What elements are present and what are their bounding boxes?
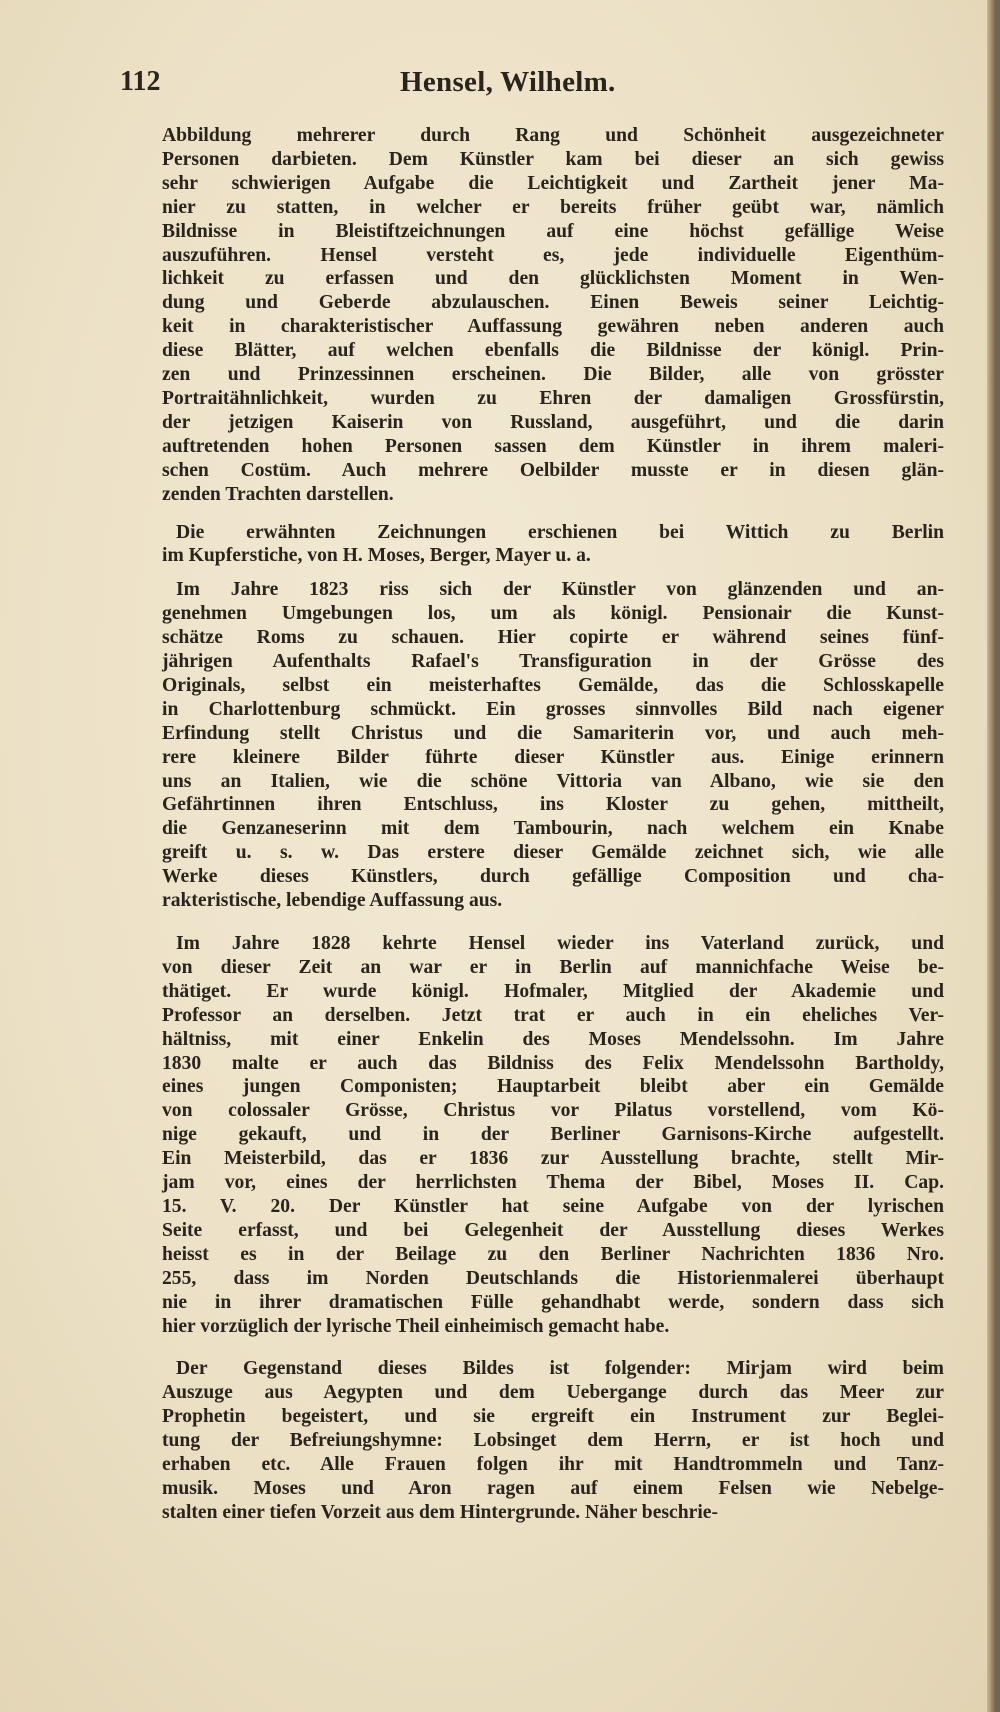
text-line: der jetzigen Kaiserin von Russland, ausgeführt, und die darin — [162, 411, 944, 433]
text-line: greift u. s. w. Das erstere dieser Gemälde zeichnet sich, wie alle — [162, 842, 944, 864]
body-text — [162, 124, 944, 1525]
text-line: 255, dass im Norden Deutschlands die Historienmalerei überhaupt — [162, 1267, 944, 1289]
text-line: jam vor, eines der herrlichsten Thema der Bibel, Moses II. Cap. — [162, 1172, 944, 1194]
text-line: erhaben etc. Alle Frauen folgen ihr mit Handtrommeln und Tanz- — [162, 1454, 944, 1476]
text-line: Abbildung mehrerer durch Rang und Schönheit ausgezeichneter — [162, 125, 944, 146]
paragraph — [162, 932, 944, 1338]
text-line: rakteristische, lebendige Auffassung aus. — [162, 890, 503, 912]
text-line: auszuführen. Hensel versteht es, jede individuelle Eigenthüm- — [162, 244, 944, 266]
text-line: Personen darbieten. Dem Künstler kam bei dieser an sich gewiss — [162, 148, 944, 170]
text-line: Originals, selbst ein meisterhaftes Gemälde, das die Schlosskapelle — [162, 674, 944, 696]
text-line: Die erwähnten Zeichnungen erschienen bei Wittich zu Berlin — [176, 521, 944, 543]
paragraph — [162, 1357, 944, 1524]
text-line: Im Jahre 1828 kehrte Hensel wieder ins Vaterland zurück, und — [176, 933, 944, 954]
text-line: Im Jahre 1823 riss sich der Künstler von glänzenden und an- — [176, 579, 944, 601]
text-line: lichkeit zu erfassen und den glücklichsten Moment in Wen- — [162, 268, 944, 290]
text-line: Portraitähnlichkeit, wurden zu Ehren der damaligen Grossfürstin, — [162, 387, 944, 409]
text-line: Professor an derselben. Jetzt trat er auch in ein eheliches Ver- — [162, 1004, 944, 1026]
text-line: hier vorzüglich der lyrische Theil einheimisch gemacht habe. — [162, 1315, 670, 1337]
text-line: diese Blätter, auf welchen ebenfalls die Bildnisse der königl. Prin- — [162, 340, 944, 362]
text-line: nie in ihrer dramatischen Fülle gehandhabt werde, sondern dass sich — [162, 1291, 944, 1313]
text-line: Werke dieses Künstlers, durch gefällige Composition und cha- — [162, 866, 944, 888]
text-line: 1830 malte er auch das Bildniss des Felix Mendelssohn Bartholdy, — [162, 1052, 944, 1074]
text-line: uns an Italien, wie die schöne Vittoria van Albano, wie sie den — [162, 770, 944, 792]
text-line: thätiget. Er wurde königl. Hofmaler, Mitglied der Akademie und — [162, 980, 944, 1002]
text-line: schätze Roms zu schauen. Hier copirte er während seines fünf- — [162, 627, 944, 649]
text-line: zenden Trachten darstellen. — [162, 483, 394, 505]
page-header — [120, 66, 950, 106]
text-line: stalten einer tiefen Vorzeit aus dem Hintergrunde. Näher beschrie- — [162, 1501, 718, 1523]
text-line: Erfindung stellt Christus und die Samariterin vor, und auch meh- — [162, 722, 944, 744]
text-line: nige gekauft, und in der Berliner Garnisons-Kirche aufgestellt. — [162, 1124, 944, 1146]
paragraph — [162, 124, 944, 507]
text-line: Gefährtinnen ihren Entschluss, ins Kloster zu gehen, mittheilt, — [162, 794, 944, 816]
text-line: jährigen Aufenthalts Rafael's Transfiguration in der Grösse des — [162, 651, 944, 673]
text-line: auftretenden hohen Personen sassen dem Künstler in ihrem maleri- — [162, 435, 944, 457]
paragraph — [162, 578, 944, 913]
page-number: 112 — [120, 66, 161, 97]
text-line: tung der Befreiungshymne: Lobsinget dem Herrn, er ist hoch und — [162, 1430, 944, 1452]
text-line: Seite erfasst, und bei Gelegenheit der Ausstellung dieses Werkes — [162, 1219, 944, 1241]
text-line: von dieser Zeit an war er in Berlin auf mannichfache Weise be- — [162, 956, 944, 978]
text-line: keit in charakteristischer Auffassung gewähren neben anderen auch — [162, 316, 944, 338]
text-line: Prophetin begeistert, und sie ergreift ein Instrument zur Beglei- — [162, 1406, 944, 1428]
text-line: musik. Moses und Aron ragen auf einem Felsen wie Nebelge- — [162, 1477, 944, 1499]
running-head: Hensel, Wilhelm. — [400, 66, 616, 98]
text-line: Der Gegenstand dieses Bildes ist folgender: Mirjam wird beim — [176, 1358, 944, 1380]
text-line: Bildnisse in Bleistiftzeichnungen auf eine höchst gefällige Weise — [162, 220, 944, 242]
text-line: zen und Prinzessinnen erscheinen. Die Bilder, alle von grösster — [162, 364, 944, 386]
text-line: hältniss, mit einer Enkelin des Moses Mendelssohn. Im Jahre — [162, 1028, 944, 1050]
text-line: im Kupferstiche, von H. Moses, Berger, Mayer u. a. — [162, 545, 591, 567]
text-line: eines jungen Componisten; Hauptarbeit bleibt aber ein Gemälde — [162, 1076, 944, 1098]
text-line: genehmen Umgebungen los, um als königl. Pensionair die Kunst- — [162, 603, 944, 625]
text-line: Ein Meisterbild, das er 1836 zur Ausstellung brachte, stellt Mir- — [162, 1148, 944, 1170]
text-line: heisst es in der Beilage zu den Berliner Nachrichten 1836 Nro. — [162, 1243, 944, 1265]
text-line: sehr schwierigen Aufgabe die Leichtigkeit und Zartheit jener Ma- — [162, 172, 944, 194]
text-line: dung und Geberde abzulauschen. Einen Beweis seiner Leichtig- — [162, 292, 944, 314]
text-line: nier zu statten, in welcher er bereits früher geübt war, nämlich — [162, 196, 944, 218]
text-line: Auszuge aus Aegypten und dem Uebergange durch das Meer zur — [162, 1382, 944, 1404]
text-line: die Genzaneserinn mit dem Tambourin, nach welchem ein Knabe — [162, 818, 944, 840]
text-line: in Charlottenburg schmückt. Ein grosses sinnvolles Bild nach eigener — [162, 698, 944, 720]
text-line: 15. V. 20. Der Künstler hat seine Aufgabe von der lyrischen — [162, 1195, 944, 1217]
paragraph — [162, 521, 944, 569]
text-line: rere kleinere Bilder führte dieser Künstler aus. Einige erinnern — [162, 746, 944, 768]
text-line: von colossaler Grösse, Christus vor Pilatus vorstellend, vom Kö- — [162, 1100, 944, 1122]
text-line: schen Costüm. Auch mehrere Oelbilder musste er in diesen glän- — [162, 459, 944, 481]
page-edge-shadow — [987, 0, 995, 1712]
